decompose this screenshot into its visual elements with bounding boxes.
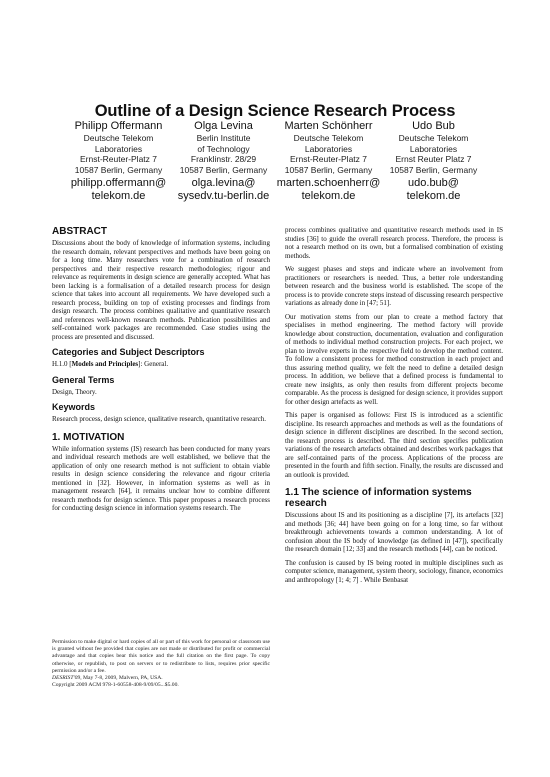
author-name: Philipp Offermann [74, 120, 163, 132]
author-2 [171, 120, 276, 203]
author-email-line-2: telekom.de [301, 190, 356, 202]
categories-heading: Categories and Subject Descriptors [52, 347, 205, 357]
author-email [381, 177, 486, 203]
section-heading: 1.1 The science of information systems research [285, 487, 472, 509]
author-name: Udo Bub [412, 120, 455, 132]
abstract-text: Discussions about the body of knowledge of information systems, including the research domain, relevant perspectives and methods have been going on for a long time. Many researchers vote for a combination of research perspectives and their respective research methodologies; rigour and relevance as requirements in design science are generally accepted. What has been lacking is a formalisation of a detailed research process for design science that takes into account all requirements. We have developed such a research process, building on top of existing processes and findings from design research. The process combines qualitative and quantitative research and references well-known research methods. Publication possibilities and self-contained work packages are recommended. Case studies using the process are presented and discussed. [52, 239, 270, 341]
author-street: Ernst-Reuter-Platz 7 [290, 154, 367, 164]
conference-name: DESRIST'09 [52, 675, 81, 682]
author-email-line-1: marten.schoenherr@ [276, 177, 381, 189]
author-email [171, 177, 276, 203]
paragraph: Discussions about IS and its positioning as a discipline [7], its artefacts [32] and methods [36; 44] have been going on for a long time, so far without breakthrough achievements towards a common understanding. A lot of confusion about the IS body of knowledge (as defined in [47]), specifically the research domain [12; 33] and the research methods [44], can be noticed. [285, 511, 503, 553]
general-terms-text: Design, Theory. [52, 387, 97, 396]
author-org: Berlin Institute [196, 133, 251, 143]
author-org-2: Laboratories [94, 143, 143, 154]
author-city: 10587 Berlin, Germany [389, 164, 478, 175]
author-email-line-2: telekom.de [91, 190, 146, 202]
paragraph: This paper is organised as follows: First IS is introduced as a scientific discipline. Its research approaches and methods as well as the foundations of design science in different disciplines are described. In the second section, the research process is described. The third section specifies publication variations of the research artefacts obtained and describes work packages that are self-contained parts of the process. Applications of the process are presented in the fourth and fifth section. Finally, the results are discussed and an outlook is provided. [285, 411, 503, 479]
author-4 [381, 120, 486, 203]
author-email-line-1: olga.levina@ [191, 177, 256, 189]
author-email-line-2: sysedv.tu-berlin.de [177, 190, 270, 202]
author-city: 10587 Berlin, Germany [74, 164, 163, 175]
categories-end: ]: General. [138, 360, 169, 368]
categories-bold: Models and Principles [71, 360, 139, 368]
keywords-text: Research process, design science, qualitative research, quantitative research. [52, 415, 266, 423]
author-org-2: of Technology [197, 143, 250, 154]
paragraph: We suggest phases and steps and indicate where an involvement from practitioners or researchers is needed. Thus, a better role understanding between research and the business world is established. The scope of the process is to provide concrete steps instead of discussing research perspective variations as already done in [47; 51]. [285, 265, 503, 307]
left-column [52, 226, 270, 518]
categories-code: H.1.0 [ [52, 360, 72, 368]
paper-title: Outline of a Design Science Research Process [94, 102, 456, 120]
author-block [66, 120, 486, 212]
author-org: Deutsche Telekom [293, 133, 364, 143]
author-city: 10587 Berlin, Germany [179, 164, 268, 175]
categories-text [52, 360, 270, 369]
author-street: Ernst-Reuter-Platz 7 [80, 154, 157, 164]
motivation-heading: 1. MOTIVATION [52, 431, 125, 443]
paragraph: process combines qualitative and quantitative research methods used in IS studies [36] to guide the overall research process. Therefore, the process is not a research method on its own, but a formalised combination of existing methods. [285, 226, 503, 260]
author-email-line-2: telekom.de [406, 190, 461, 202]
author-street: Franklinstr. 28/29 [190, 154, 257, 164]
author-street: Ernst Reuter Platz 7 [395, 154, 472, 164]
author-3 [276, 120, 381, 203]
author-email-line-1: philipp.offermann@ [70, 177, 167, 189]
author-email [66, 177, 171, 203]
permission-copyright: Copyright 2009 ACM 978-1-60558-408-9/09/05...$5.00. [52, 682, 179, 689]
author-name: Marten Schönherr [284, 120, 373, 132]
paragraph: Our motivation stems from our plan to create a method factory that specialises in method engineering. The method factory will provide knowledge about construction, documentation, evaluation and configuration of methods to individual method construction projects. For each project, we plan to involve experts in the respective field to develop the method content. To follow a consistent process for method construction in each project and thus assuring method quality, we felt the need to define a detailed design process. In addition, we believe that a defined process is fundamental to create new insights, as only then results from different projects become comparable. As the process is designed for design science, it provides support for other design artefacts as well. [285, 312, 503, 406]
author-org-2: Laboratories [304, 143, 353, 154]
permission-notice [52, 639, 270, 689]
right-column [285, 226, 503, 589]
author-email [276, 177, 381, 203]
author-city: 10587 Berlin, Germany [284, 164, 373, 175]
conference-details: , May 7-8, 2009, Malvern, PA, USA. [80, 675, 163, 682]
author-org: Deutsche Telekom [398, 133, 469, 143]
general-terms-heading: General Terms [52, 374, 115, 385]
keywords-heading: Keywords [52, 402, 96, 412]
author-1 [66, 120, 171, 203]
author-email-line-1: udo.bub@ [408, 177, 459, 189]
author-org: Deutsche Telekom [83, 133, 154, 143]
author-org-2: Laboratories [409, 143, 458, 154]
author-name: Olga Levina [194, 120, 253, 132]
permission-text: Permission to make digital or hard copies of all or part of this work for personal or classroom use is granted without fee provided that copies are not made or distributed for profit or commercial advantage and that copies bear this notice and the full citation on the first page. To copy otherwise, or republish, to post on servers or to redistribute to lists, requires prior specific permission and/or a fee. [52, 639, 270, 674]
paragraph: The confusion is caused by IS being rooted in multiple disciplines such as computer science, management, system theory, sociology, finance, economics and anthropology [1; 4; 7] . While Benbasat [285, 558, 503, 584]
abstract-heading: ABSTRACT [52, 226, 107, 237]
motivation-text: While information systems (IS) research has been conducted for many years and individual research methods are well established, we believe that the application of only one research method is not sufficient to obtain viable results in design science considering the relevance and rigour criteria mentioned in [32]. However, in information systems as well as in management research [64], it remains unclear how to combine different research methods for design science. This paper proposes a research process for conducting design science in information systems research. The [52, 444, 270, 512]
